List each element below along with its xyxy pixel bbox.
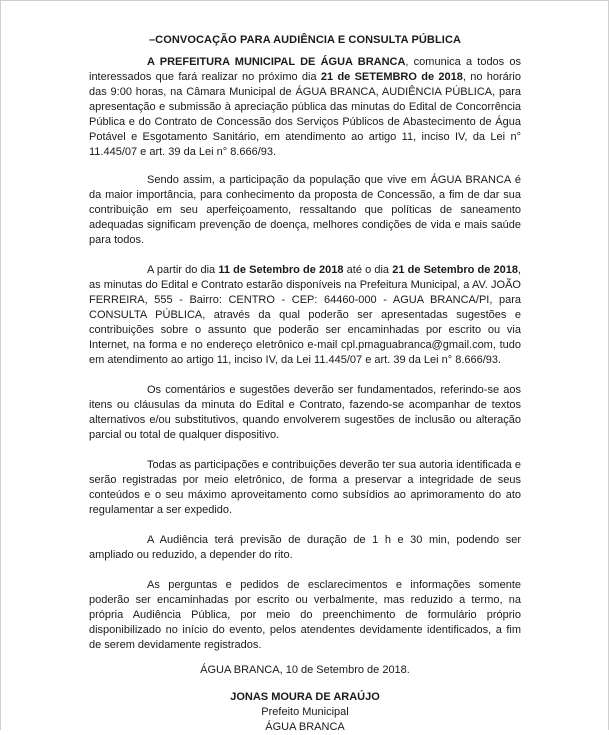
- signer-role: Prefeito Municipal: [261, 706, 349, 718]
- paragraph-announcement: [89, 55, 521, 160]
- announcement-text-1: , comunica a todos os interessados que fará realizar no próximo dia: [89, 56, 521, 83]
- paragraph-questions: As perguntas e pedidos de esclarecimentos e informações somente poderão ser encaminhadas por escrito ou verbalmente, mas reduzido a termo, na própria Audiência Pública, por meio do preenchimento de formulário próprio disponibilizado no início do evento, pelos atendentes devidamente identificados, a fim de serem devidamente registrados.: [89, 579, 521, 651]
- hearing-date: 21 de SETEMBRO de 2018: [320, 71, 463, 83]
- paragraph-comments: Os comentários e sugestões deverão ser fundamentados, referindo-se aos itens ou cláusulas da minuta do Edital e Contrato, fazendo-se acompanhar de textos alternativos e/ou substitutivos, quando envolverem sugestões de inclusão ou alteração parcial ou total de qualquer dispositivo.: [89, 384, 521, 441]
- availability-end-date: 21 de Setembro de 2018: [392, 264, 518, 276]
- availability-text-1: A partir do dia: [147, 264, 219, 276]
- signer-name: JONAS MOURA DE ARAÚJO: [230, 691, 380, 703]
- paragraph-participation: Sendo assim, a participação da população que vive em ÁGUA BRANCA é da maior importância, para conhecimento da proposta de Concessão, a fim de dar sua contribuição em seu aperfeiçoamento, ressaltando que políticas de saneamento adequadas significam prevenção de doença, melhores condições de vida e mais saúde para todos.: [89, 174, 521, 246]
- document-title: –CONVOCAÇÃO PARA AUDIÊNCIA E CONSULTA PÚBLICA: [148, 34, 462, 46]
- availability-text-3: , as minutas do Edital e Contrato estarão disponíveis na Prefeitura Municipal, a AV. JOÃO FERREIRA, 555 - Bairro: CENTRO - CEP: 64460-000 - AGUA BRANCA/PI, para CONSULTA PÚBLICA, através da qual poderão ser apresentadas sugestões e contribuições sobre o assunto que poderão ser encaminhadas por escrito ou via Internet, na forma e no endereço eletrônico e-mail cpl.pmaguabranca@gmail.com, tudo em atendimento ao artigo 11, inciso IV, da Lei 11.445/07 e art. 39 da Lei n° 8.666/93.: [89, 264, 522, 366]
- announcement-text-2: , no horário das 9:00 horas, na Câmara Municipal de ÁGUA BRANCA, AUDIÊNCIA PÚBLICA, para apresentação e submissão à apreciação pública das minutas do Edital de Concorrência Pública e do Contrato de Concessão dos Serviços Públicos de Abastecimento de Água Potável e Esgotamento Sanitário, em atendimento ao artigo 11, inciso IV, da Lei n° 11.445/07 e art. 39 da Lei n° 8.666/93.: [89, 71, 521, 158]
- organization-name: A PREFEITURA MUNICIPAL DE ÁGUA BRANCA: [147, 56, 406, 68]
- availability-start-date: 11 de Setembro de 2018: [218, 264, 344, 276]
- paragraph-availability: [89, 263, 521, 368]
- signer-place: ÁGUA BRANCA: [265, 721, 345, 733]
- availability-text-2: até o dia: [343, 264, 393, 276]
- paragraph-duration: A Audiência terá previsão de duração de 1 h e 30 min, podendo ser ampliado ou reduzido, a depender do rito.: [89, 534, 521, 561]
- paragraph-contributions: Todas as participações e contribuições deverão ter sua autoria identificada e serão registradas por meio eletrônico, de forma a preservar a integridade de seus conteúdos e o seu máximo aproveitamento como subsídios ao aprimoramento do ato regulamentar a ser expedido.: [89, 459, 521, 516]
- date-line: ÁGUA BRANCA, 10 de Setembro de 2018.: [200, 664, 410, 676]
- document-body: [89, 33, 521, 735]
